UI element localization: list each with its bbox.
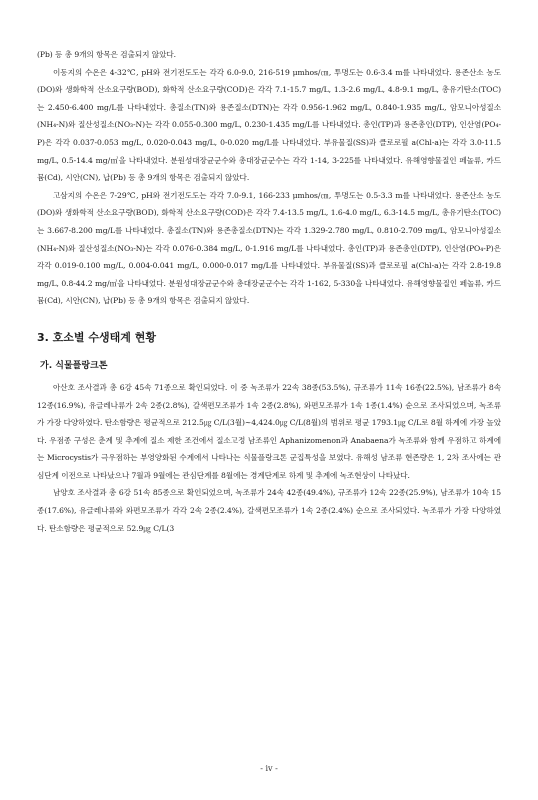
paragraph-namyang-phytoplankton: 남양호 조사결과 총 6강 51속 85종으로 확인되었으며, 녹조류가 24속 42종(49.4%), 규조류가 12속 22종(25.9%), 남조류가 10속 15종(17.6%), 유글레나류와 와편모조류가 각각 2속 2종(2.4%), 갈색편모조류가 1속 2종(2.4%) 순으로 조사되었다. 녹조류가 가장 다양하였다. 탄소함량은 평균적으로 52.9㎍ C/L(3 xyxy=(37,488,501,533)
paragraph-gosam-water-quality: 고삼지의 수온은 7-29℃, pH와 전기전도도는 각각 7.0-9.1, 166-233 μmhos/㎝, 투명도는 0.5-3.3 m를 나타내었다. 용존산소 농도(DO)와 생화학적 산소요구량(BOD), 화학적 산소요구량(COD)은 각각 7.4-13.5 mg/L, 1.6-4.0 mg/L, 6.3-14.5 mg/L, 총유기탄소(TOC)는 3.667-8.200 mg/L를 나타내었다. 총질소(TN)와 용존총질소(DTN)는 각각 1.329-2.780 mg/L, 0.810-2.709 mg/L, 암모니아성질소(NH₄-N)와 질산성질소(NO₃-N)는 각각 0.076-0.384 mg/L, 0-1.916 mg/L를 나타내었다. 총인(TP)과 용존총인(DTP), 인산염(PO₄-P)은 각각 0.019-0.100 mg/L, 0.004-0.041 mg/L, 0.000-0.017 mg/L를 나타내었다. 부유물질(SS)과 클로로필 a(Chl-a)는 각각 2.8-19.8 mg/L, 0.8-44.2 mg/㎥을 나타내었다. 분원성대장균군수와 총대장균군수는 각각 1-162, 5-330을 나타내었다. 유해영향물질인 페놀류, 카드뮴(Cd), 시안(CN), 납(Pb) 등 총 9개의 항목은 검출되지 않았다. xyxy=(37,190,501,306)
section-heading: 3. 호소별 수생태계 현황 xyxy=(37,330,156,344)
section-heading-wrap xyxy=(37,328,501,348)
paragraph-asan-phytoplankton: 아산호 조사결과 총 6강 45속 71종으로 확인되었다. 이 중 녹조류가 22속 38종(53.5%), 규조류가 11속 16종(22.5%), 남조류가 8속 12종(16.9%), 유글레나류가 2속 2종(2.8%), 갈색편모조류가 1속 2종(2.8%), 와편모조류가 1속 1종(1.4%) 순으로 조사되었으며, 녹조류가 가장 다양하였다. 탄소함량은 평균적으로 212.5㎍ C/L(3월)∼4,424.0㎍ C/L(8월)의 범위로 평균 1793.1㎍ C/L로 8월 하계에 가장 높았다. 우점종 구성은 춘계 및 추계에 질소 제한 조건에서 질소고정 남조류인 Aphanizomenon과 Anabaena가 녹조류와 함께 우점하고 하계에는 Microcystis가 극우점하는 부영양화된 수계에서 나타나는 식물플랑크톤 군집특성을 보였다. 유해성 남조류 현존량은 1, 2차 조사에는 관심단계 이전으로 나타났으나 7월과 9월에는 관심단계를 8월에는 경계단계로 하계 및 추계에 녹조현상이 나타났다. xyxy=(37,382,501,480)
page-number: - iv - xyxy=(260,764,278,773)
paragraph-continuation: (Pb) 등 총 9개의 항목은 검출되지 않았다. xyxy=(37,50,177,59)
paragraph-idong-water-quality: 이동지의 수온은 4-32℃, pH와 전기전도도는 각각 6.0-9.0, 216-519 μmhos/㎝, 투명도는 0.6-3.4 m를 나타내었다. 용존산소 농도(DO)와 생화학적 산소요구량(BOD), 화학적 산소요구량(COD)은 각각 7.1-15.7 mg/L, 1.3-2.6 mg/L, 4.8-9.1 mg/L, 총유기탄소(TOC)는 2.450-6.400 mg/L를 나타내었다. 총질소(TN)와 용존질소(DTN)는 각각 0.956-1.962 mg/L, 0.840-1.935 mg/L, 암모니아성질소(NH₄-N)와 질산성질소(NO₃-N)는 각각 0.055-0.300 mg/L, 0.230-1.435 mg/L를 나타내었다. 총인(TP)과 용존총인(DTP), 인산염(PO₄-P)은 각각 0.037-0.053 mg/L, 0.020-0.043 mg/L, 0-0.020 mg/L를 나타내었다. 부유물질(SS)과 클로로필 a(Chl-a)는 각각 3.0-11.5 mg/L, 0.5-14.4 mg/㎥을 나타내었다. 분원성대장균군수와 총대장균군수는 각각 1-14, 3-225를 나타내었다. 유해영향물질인 페놀류, 카드뮴(Cd), 시안(CN), 납(Pb) 등 총 9개의 항목은 검출되지 않았다. xyxy=(37,67,501,183)
subsection-heading: 가. 식물플랑크톤 xyxy=(40,360,108,371)
subsection-heading-wrap xyxy=(37,356,501,376)
page-content xyxy=(37,46,501,537)
